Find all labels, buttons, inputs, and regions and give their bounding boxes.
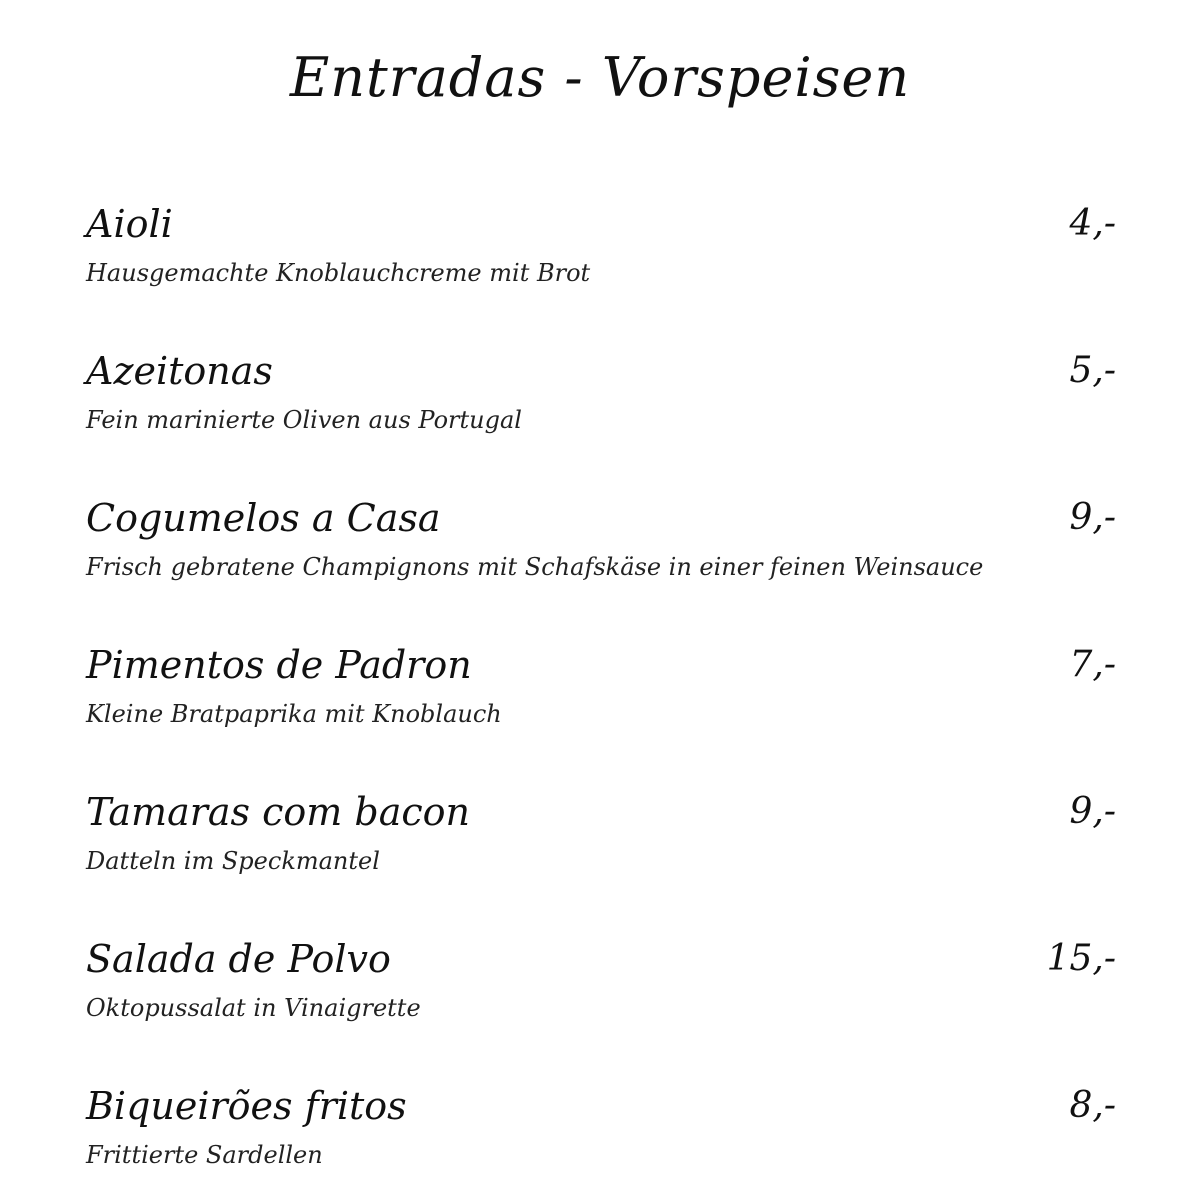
item-name: Azeitonas: [86, 349, 273, 393]
item-description: Hausgemachte Knoblauchcreme mit Brot: [86, 259, 591, 287]
menu-item-pimentos: [86, 641, 1116, 761]
item-price: 4,-: [1069, 203, 1116, 244]
menu-item-azeitonas: [86, 347, 1116, 467]
item-price: 5,-: [1069, 350, 1116, 391]
item-price: 15,-: [1046, 938, 1116, 979]
item-name: Salada de Polvo: [86, 937, 391, 981]
item-description: Oktopussalat in Vinaigrette: [86, 994, 421, 1022]
menu-item-aioli: [86, 200, 1116, 320]
menu-item-biqueiroes: [86, 1082, 1116, 1202]
item-description: Datteln im Speckmantel: [86, 847, 380, 875]
item-name: Biqueirões fritos: [86, 1084, 407, 1128]
item-name: Aioli: [86, 202, 173, 246]
item-description: Kleine Bratpaprika mit Knoblauch: [86, 700, 502, 728]
item-name: Pimentos de Padron: [86, 643, 472, 687]
item-description: Fein marinierte Oliven aus Portugal: [86, 406, 522, 434]
menu-item-tamaras: [86, 788, 1116, 908]
item-price: 8,-: [1069, 1085, 1116, 1126]
item-name: Cogumelos a Casa: [86, 496, 441, 540]
item-description: Frittierte Sardellen: [86, 1141, 323, 1169]
menu-title: Entradas - Vorspeisen: [289, 46, 911, 109]
item-price: 9,-: [1069, 497, 1116, 538]
item-price: 9,-: [1069, 791, 1116, 832]
item-name: Tamaras com bacon: [86, 790, 471, 834]
item-price: 7,-: [1069, 644, 1116, 685]
item-description: Frisch gebratene Champignons mit Schafskäse in einer feinen Weinsauce: [86, 553, 984, 581]
menu-item-cogumelos: [86, 494, 1116, 614]
menu-item-salada: [86, 935, 1116, 1055]
